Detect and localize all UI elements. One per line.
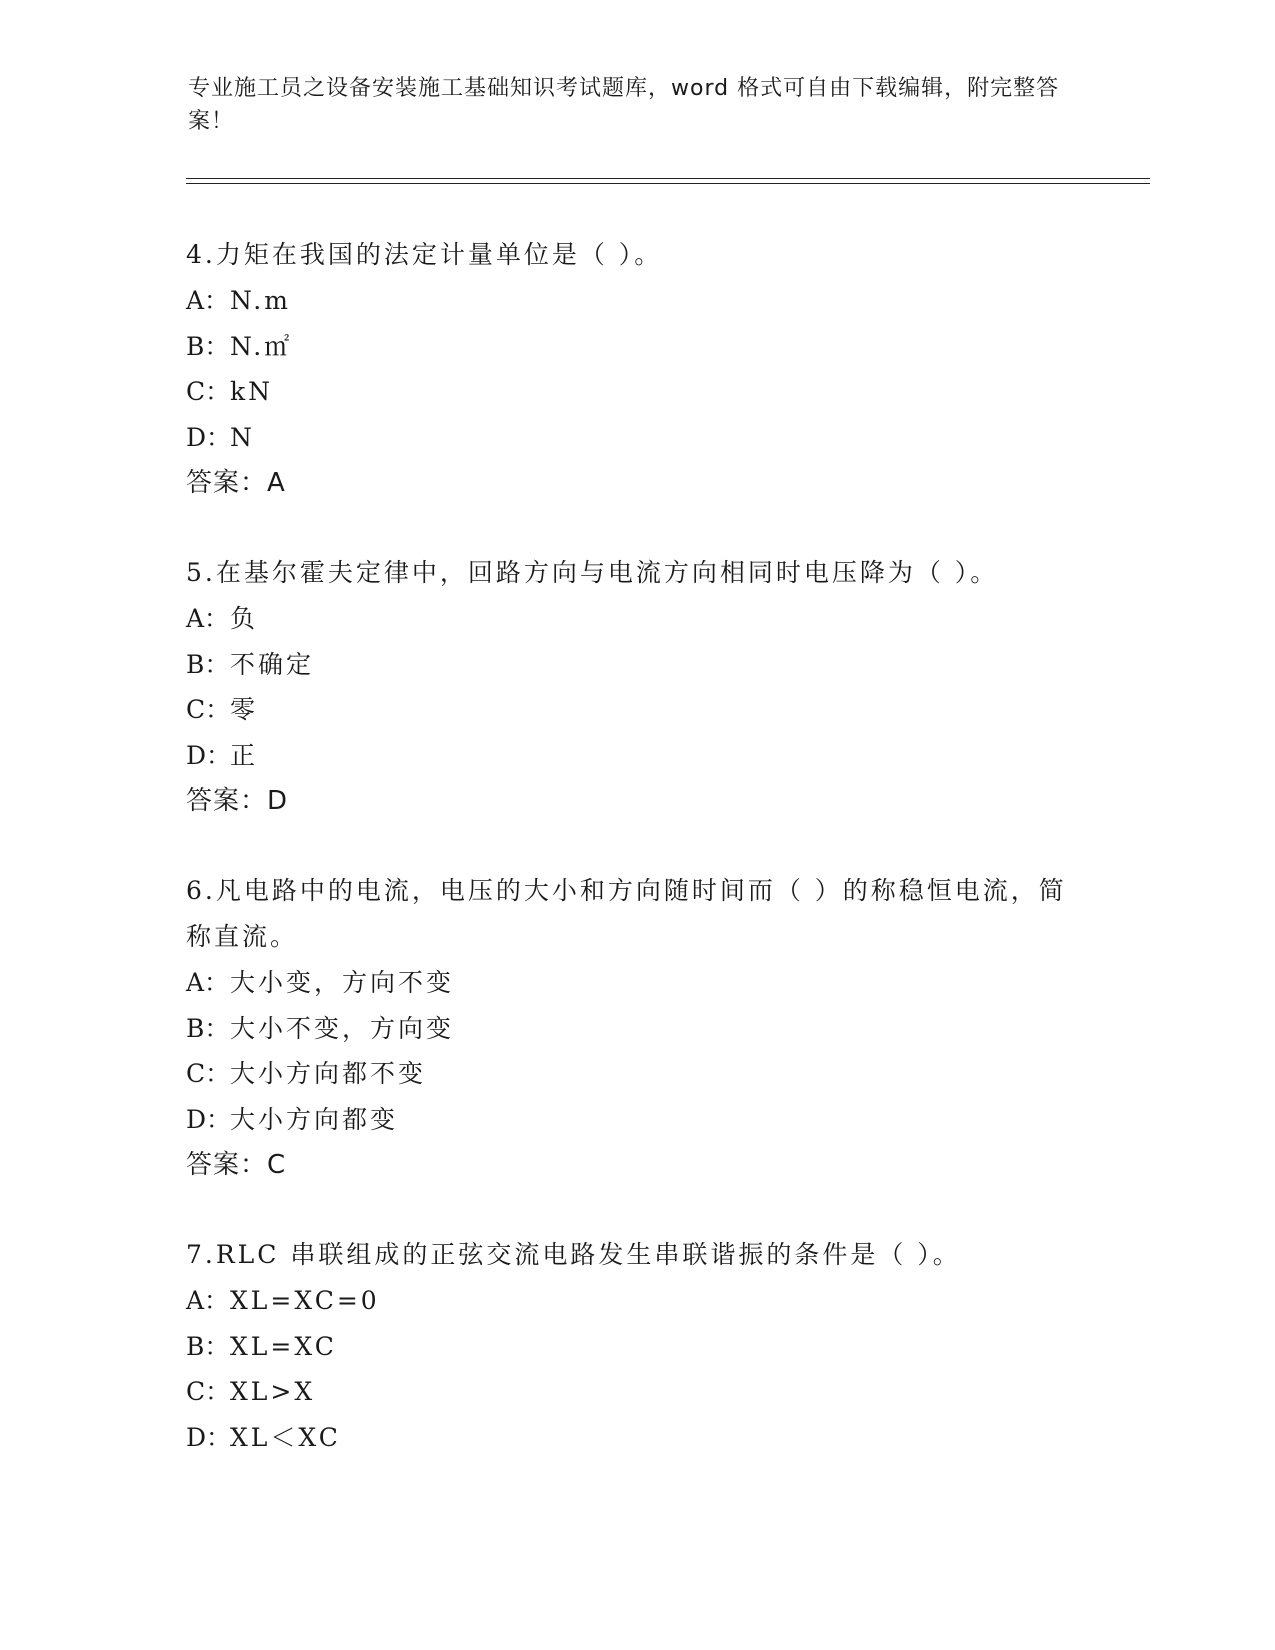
option-b [186, 1006, 1086, 1052]
answer-line [186, 1142, 1086, 1188]
question-stem: 6.凡电路中的电流，电压的大小和方向随时间而（ ）的称稳恒电流，简称直流。 [186, 876, 1067, 951]
option-b [186, 1324, 1086, 1370]
option-a [186, 960, 1086, 1006]
answer-value: A [267, 468, 286, 498]
option-letter: B： [186, 1331, 230, 1361]
option-letter: A： [186, 604, 230, 633]
option-letter: C： [186, 1059, 231, 1088]
question-4 [186, 232, 1086, 506]
option-letter: B： [186, 1013, 230, 1043]
option-c [186, 1369, 1086, 1415]
answer-value: D [267, 786, 289, 816]
option-letter: C： [186, 695, 231, 724]
option-b [186, 324, 1086, 370]
option-text: XL＜XC [230, 1422, 341, 1452]
option-text: 大小方向都变 [230, 1104, 399, 1134]
option-letter: D： [186, 1104, 232, 1134]
option-letter: B： [186, 331, 230, 361]
option-text: kN [230, 377, 274, 406]
answer-label: 答案： [186, 1150, 268, 1180]
option-d [186, 415, 1086, 461]
answer-line [186, 460, 1086, 506]
option-d [186, 733, 1086, 779]
option-letter: D： [186, 1422, 232, 1452]
header-divider-secondary [186, 183, 1150, 184]
option-letter: A： [186, 968, 230, 997]
option-text: 零 [230, 695, 259, 724]
option-text: 不确定 [230, 649, 315, 679]
option-text: XL=XC [230, 1331, 337, 1361]
question-7 [186, 1232, 1086, 1460]
option-a [186, 596, 1086, 642]
option-text: N [230, 422, 255, 452]
question-stem: 4.力矩在我国的法定计量单位是（ ）。 [186, 240, 663, 269]
option-a [186, 1278, 1086, 1324]
question-6 [186, 868, 1086, 1188]
option-text: N.㎡ [230, 331, 293, 361]
answer-label: 答案： [186, 468, 268, 498]
option-c [186, 369, 1086, 415]
answer-label: 答案： [186, 786, 268, 816]
option-a [186, 278, 1086, 324]
option-letter: D： [186, 422, 232, 452]
option-letter: D： [186, 740, 232, 770]
option-c [186, 687, 1086, 733]
option-b [186, 642, 1086, 688]
question-stem: 7.RLC 串联组成的正弦交流电路发生串联谐振的条件是（ ）。 [186, 1240, 961, 1269]
option-d [186, 1097, 1086, 1143]
option-text: N.m [230, 286, 291, 315]
document-header: 专业施工员之设备安装施工基础知识考试题库，word 格式可自由下载编辑，附完整答案！ [188, 76, 1060, 134]
option-text: XL>X [230, 1377, 316, 1406]
answer-value: C [267, 1150, 287, 1180]
option-text: 大小方向都不变 [230, 1059, 427, 1088]
option-text: XL=XC=0 [230, 1286, 380, 1315]
option-text: 大小变，方向不变 [230, 968, 455, 997]
answer-line [186, 778, 1086, 824]
option-d [186, 1415, 1086, 1461]
option-letter: A： [186, 286, 230, 315]
option-letter: B： [186, 649, 230, 679]
option-letter: C： [186, 377, 231, 406]
option-text: 负 [230, 604, 259, 633]
question-stem: 5.在基尔霍夫定律中，回路方向与电流方向相同时电压降为（ ）。 [186, 558, 999, 587]
option-text: 大小不变，方向变 [230, 1013, 455, 1043]
header-divider [186, 178, 1150, 179]
option-letter: A： [186, 1286, 230, 1315]
option-c [186, 1051, 1086, 1097]
question-5 [186, 550, 1086, 824]
option-letter: C： [186, 1377, 231, 1406]
option-text: 正 [230, 740, 259, 770]
